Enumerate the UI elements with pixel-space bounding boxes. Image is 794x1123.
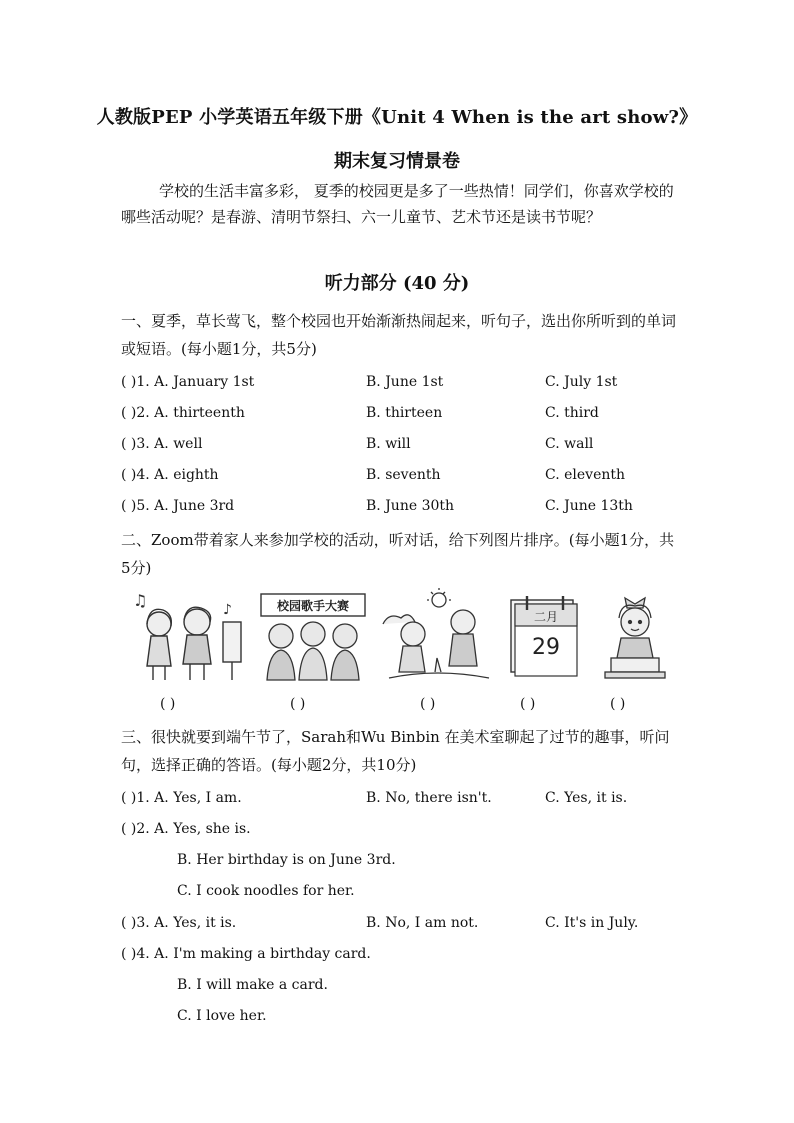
q1-4-option-b: B. seventh [366,467,441,483]
svg-text:♪: ♪ [223,602,232,618]
picture-planting-trees [379,588,495,684]
q1-3-option-c: C. wall [545,436,594,452]
q3-1-option-c: C. Yes, it is. [545,790,628,806]
q1-1-option-b: B. June 1st [366,374,444,390]
q1-row-3 [121,436,681,456]
q1-prompt: 一、夏季，草长莺飞，整个校园也开始渐渐热闹起来，听句子，选出你所听到的单词或短语。(每小题1分，共5分) [121,312,677,358]
q1-4-option-c: C. eleventh [545,467,626,483]
q2-blank-4[interactable]: ( ) [520,696,536,712]
q2-blank-1[interactable]: ( ) [160,696,176,712]
q1-row-4 [121,467,681,487]
q1-3-option-b: B. will [366,436,411,452]
q3-1-option-a: ( )1. A. Yes, I am. [121,790,242,806]
listening-section-title: 听力部分 (40 分) [324,273,470,294]
q1-4-option-a: ( )4. A. eighth [121,467,219,483]
q3-3-option-c: C. It's in July. [545,915,639,931]
q3-row-2 [121,821,681,841]
q2-prompt: 二、Zoom带着家人来参加学校的活动，听对话，给下列图片排序。(每小题1分，共5分) [121,531,675,577]
q3-row-4 [121,946,681,966]
page-subtitle: 期末复习情景卷 [334,151,460,172]
q3-prompt: 三、很快就要到端午节了，Sarah和Wu Binbin 在美术室聊起了过节的趣事，听问句，选择正确的答语。(每小题2分，共10分) [121,728,670,774]
q1-5-option-c: C. June 13th [545,498,633,514]
q2-blank-3[interactable]: ( ) [420,696,436,712]
q1-5-option-a: ( )5. A. June 3rd [121,498,235,514]
q3-2-option-c: C. I cook noodles for her. [177,883,355,899]
intro-paragraph: 学校的生活丰富多彩， 夏季的校园更是多了一些热情！同学们，你喜欢学校的哪些活动呢？是春游、清明节祭扫、六一儿童节、艺术节还是读书节呢？ [121,182,674,226]
q1-2-option-b: B. thirteen [366,405,443,421]
calendar-month-text: 二月 [533,610,559,624]
picture-girl-birthday-cake [595,588,675,684]
picture-singing-contest [257,588,371,684]
svg-text:♫: ♫ [133,591,148,610]
contest-sign-text: 校园歌手大赛 [276,599,350,613]
calendar-day-text: 29 [532,635,560,660]
q3-2-option-a: ( )2. A. Yes, she is. [121,821,251,837]
q1-1-option-a: ( )1. A. January 1st [121,374,255,390]
q3-3-option-a: ( )3. A. Yes, it is. [121,915,237,931]
q1-5-option-b: B. June 30th [366,498,455,514]
q2-blank-5[interactable]: ( ) [610,696,626,712]
q3-row-1 [121,790,681,810]
q3-4-option-b: B. I will make a card. [177,977,328,993]
q2-picture-row [121,588,681,684]
q1-1-option-c: C. July 1st [545,374,618,390]
q2-blank-2[interactable]: ( ) [290,696,306,712]
q1-row-2 [121,405,681,425]
q1-row-5 [121,498,681,518]
q3-row-3 [121,915,681,935]
page-title: 人教版PEP 小学英语五年级下册《Unit 4 When is the art show?》 [96,107,698,128]
q1-row-1 [121,374,681,394]
q3-3-option-b: B. No, I am not. [366,915,479,931]
q3-4-option-a: ( )4. A. I'm making a birthday card. [121,946,371,962]
picture-calendar [505,588,583,684]
q1-2-option-a: ( )2. A. thirteenth [121,405,245,421]
q1-3-option-a: ( )3. A. well [121,436,203,452]
q3-2-option-b: B. Her birthday is on June 3rd. [177,852,396,868]
q1-2-option-c: C. third [545,405,599,421]
q3-1-option-b: B. No, there isn't. [366,790,492,806]
picture-kids-singing [127,588,247,684]
q3-4-option-c: C. I love her. [177,1008,267,1024]
